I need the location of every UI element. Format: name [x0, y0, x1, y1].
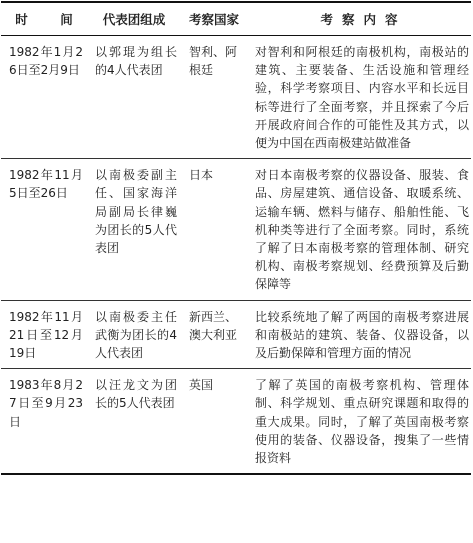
- cell-delegation: 以南极委主任武衡为团长的4人代表团: [87, 300, 181, 369]
- cell-country: 智利、阿根廷: [181, 36, 247, 159]
- cell-content: 了解了英国的南极考察机构、管理体制、科学规划、重点研究课题和取得的重大成果。同时，了解了英国南极考察使用的装备、仪器设备，搜集了一些情报资料: [247, 369, 471, 475]
- cell-delegation: 以南极委副主任、国家海洋局副局长律巍为团长的5人代表团: [87, 159, 181, 300]
- cell-content: 对智利和阿根廷的南极机构，南极站的建筑、主要装备、生活设施和管理经验，科学考察项目、内容水平和长远目标等进行了全面考察，并且探索了今后开展政府间合作的可能性及其方式，以便为中国在西南极建站做准备: [247, 36, 471, 159]
- table-row: [1, 36, 471, 159]
- cell-time: 1982年1月26日至2月9日: [1, 36, 87, 159]
- header-row: [1, 2, 471, 36]
- cell-country: 英国: [181, 369, 247, 475]
- cell-time: 1982年11月5日至26日: [1, 159, 87, 300]
- cell-content: 比较系统地了解了两国的南极考察进展和南极站的建筑、装备、仪器设备，以及后勤保障和管理方面的情况: [247, 300, 471, 369]
- header-country: 考察国家: [181, 2, 247, 36]
- table-body: [1, 36, 471, 475]
- table-row: [1, 300, 471, 369]
- cell-delegation: 以汪龙文为团长的5人代表团: [87, 369, 181, 475]
- header-delegation: 代表团组成: [87, 2, 181, 36]
- cell-time: 1983年8月27日至9月23日: [1, 369, 87, 475]
- delegation-table: [1, 1, 471, 475]
- cell-delegation: 以郭琨为组长的4人代表团: [87, 36, 181, 159]
- cell-country: 新西兰、澳大利亚: [181, 300, 247, 369]
- cell-content: 对日本南极考察的仪器设备、服装、食品、房屋建筑、通信设备、取暖系统、运输车辆、燃料与储存、船舶性能、飞机种类等进行了全面考察。同时，系统了解了日本南极考察的管理体制、研究机构、南极考察规划、经费预算及后勤保障等: [247, 159, 471, 300]
- header-content: 考察内容: [247, 2, 471, 36]
- cell-country: 日本: [181, 159, 247, 300]
- table-row: [1, 159, 471, 300]
- header-time: 时 间: [1, 2, 87, 36]
- table-row: [1, 369, 471, 475]
- cell-time: 1982年11月21日至12月19日: [1, 300, 87, 369]
- table-header: [1, 2, 471, 36]
